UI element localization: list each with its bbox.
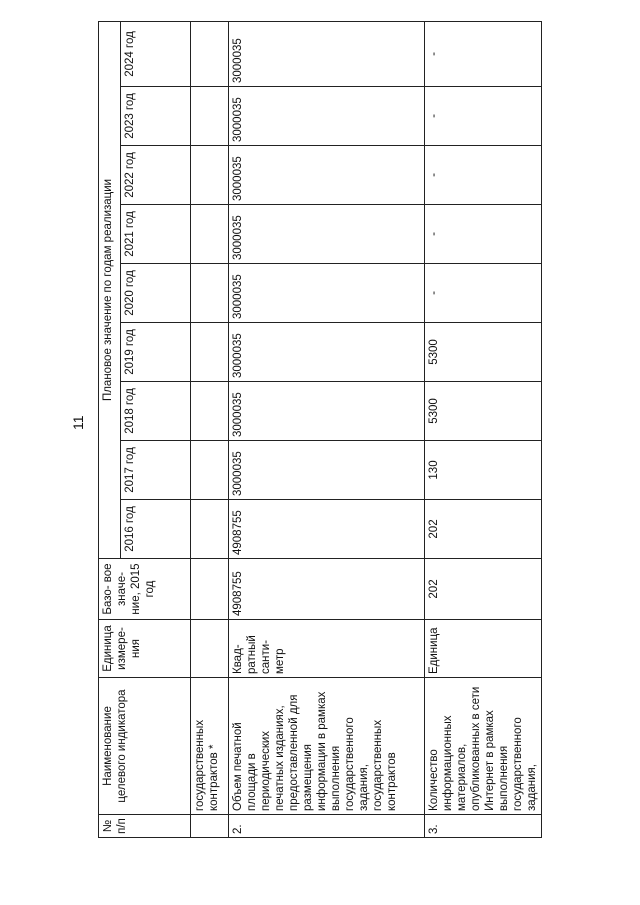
row-value: - [425,146,542,205]
header-base: Базо- вое значе- ние, 2015 год [99,559,191,620]
row-value [191,205,229,264]
row-name: государственных контрактов * [191,678,229,815]
row-value [191,441,229,500]
row-value: 130 [425,441,542,500]
header-year: 2017 год [121,441,191,500]
row-name: Количество информационных материалов, опубликованных в сети Интернет в рамках выполнения государственного задания, [425,678,542,815]
row-unit: Единица [425,620,542,678]
row-value: 3000035 [229,146,425,205]
header-year: 2024 год [121,21,191,86]
row-value: 3000035 [229,382,425,441]
row-value [191,264,229,323]
row-unit [191,620,229,678]
row-name: Объем печатной площади в периодических печатных изданиях, предоставленной для размещения информации в рамках выполнения государственного задания, государственных контрактов [229,678,425,815]
header-year: 2018 год [121,382,191,441]
row-num [191,815,229,838]
row-value [191,87,229,146]
row-value: 3000035 [229,323,425,382]
row-value: 202 [425,500,542,559]
header-num: № п/п [99,815,191,838]
row-num: 3. [425,815,542,838]
header-unit: Единица измере- ния [99,620,191,678]
row-value: - [425,21,542,86]
page-number: 11 [70,415,86,430]
row-value: 3000035 [229,21,425,86]
row-value: 3000035 [229,441,425,500]
header-planned-group: Плановое значение по годам реализации [99,21,121,558]
row-value: 4908755 [229,500,425,559]
row-value: 5300 [425,382,542,441]
row-value: - [425,205,542,264]
row-value: - [425,87,542,146]
header-row-1 [99,21,121,837]
header-year: 2022 год [121,146,191,205]
row-value [191,21,229,86]
row-value: 5300 [425,323,542,382]
header-name: Наименование целевого индикатора [99,678,191,815]
row-value: 3000035 [229,87,425,146]
header-year: 2021 год [121,205,191,264]
row-base: 4908755 [229,559,425,620]
row-value: 3000035 [229,205,425,264]
header-year: 2016 год [121,500,191,559]
row-value [191,323,229,382]
table-row [191,21,229,837]
rotated-table-container [98,22,539,838]
header-year: 2020 год [121,264,191,323]
row-base [191,559,229,620]
row-value [191,382,229,441]
row-unit: Квад- ратный санти- метр [229,620,425,678]
header-year: 2019 год [121,323,191,382]
row-value: - [425,264,542,323]
table-row [425,21,542,837]
row-value: 3000035 [229,264,425,323]
row-value [191,500,229,559]
row-base: 202 [425,559,542,620]
target-indicators-table [98,21,542,838]
table-row [229,21,425,837]
header-year: 2023 год [121,87,191,146]
row-value [191,146,229,205]
row-num: 2. [229,815,425,838]
